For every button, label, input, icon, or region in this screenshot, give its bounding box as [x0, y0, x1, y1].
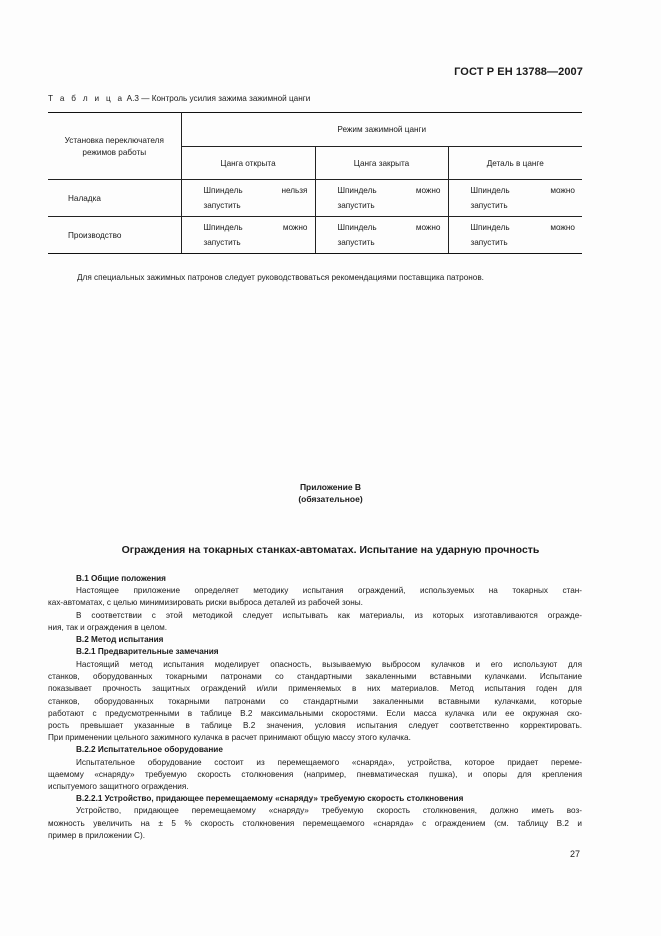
paragraph-line: можность увеличить на ± 5 % скорость столкновения перемещаемого «снаряда» с ограждением (см. таблицу В.2 и	[48, 819, 582, 828]
table-caption	[48, 94, 310, 103]
appendix-title: Приложение В	[299, 482, 362, 492]
header-collet-closed: Цанга закрыта	[315, 147, 448, 180]
header-mode-switch-line2: режимов работы	[82, 147, 147, 157]
paragraph-line: показывает прочность защитных ограждений и/или применяемых в них материалов. Метод испытания годен для	[48, 684, 582, 693]
clamp-control-table	[48, 112, 582, 254]
paragraph-line: станков, оборудованных токарными патронами со стандартными закаленными вставными кулачками, которые	[48, 697, 582, 706]
table-row	[48, 180, 582, 217]
paragraph-line: испытуемого защитного ограждения.	[48, 782, 189, 791]
row-label: Наладка	[48, 180, 181, 217]
header-mode-switch	[48, 113, 181, 180]
cell-closed: Шпиндель можно запустить	[315, 217, 448, 254]
paragraph-line: При применении цельного зажимного кулачка в расчет принимают общую массу этого кулачка.	[48, 733, 411, 742]
paragraph-line: Устройство, придающее перемещаемому «снаряду» требуемую скорость столкновения, должно иметь воз-	[76, 806, 582, 815]
header-collet-open: Цанга открыта	[181, 147, 315, 180]
standard-designation: ГОСТ Р ЕН 13788—2007	[454, 66, 583, 78]
chuck-note: Для специальных зажимных патронов следует руководствоваться рекомендациями поставщика патронов.	[77, 273, 484, 282]
paragraph-line: В соответствии с этой методикой следует испытывать как материалы, из которых изготавливаются огражде-	[76, 611, 582, 620]
paragraph-line: работают с предусмотренными в таблице В.2 максимальными скоростями. Если масса кулачка или ее окружная ско-	[48, 709, 582, 718]
header-part-in-collet: Деталь в цанге	[448, 147, 582, 180]
section-heading: В.1 Общие положения	[76, 574, 166, 583]
cell-part: Шпиндель можно запустить	[448, 180, 582, 217]
paragraph-line: Настоящий метод испытания моделирует опасность, вызываемую выбросом кулачков и его используют для	[76, 660, 582, 669]
paragraph-line: рость превышает указанные в таблице В.2 значения, условия испытания следует соответственно корректировать.	[48, 721, 582, 730]
cell-open: Шпиндель нельзя запустить	[181, 180, 315, 217]
page-number: 27	[569, 849, 580, 859]
appendix-status: (обязательное)	[298, 494, 363, 504]
paragraph-line: ках-автоматах, с целью минимизировать риски выброса деталей из рабочей зоны.	[48, 598, 363, 607]
header-collet-mode: Режим зажимной цанги	[181, 113, 582, 147]
table-caption-prefix: Т а б л и ц а	[48, 94, 125, 103]
appendix-heading: Ограждения на токарных станках-автоматах. Испытание на ударную прочность	[121, 544, 540, 556]
header-mode-switch-line1: Установка переключателя	[64, 135, 164, 145]
subsection-heading: В.2.1 Предварительные замечания	[76, 647, 219, 656]
paragraph-line: Испытательное оборудование состоит из перемещаемого «снаряда», устройства, которое придает переме-	[76, 758, 582, 767]
section-heading: В.2 Метод испытания	[76, 635, 164, 644]
subsection-heading: В.2.2 Испытательное оборудование	[76, 745, 223, 754]
paragraph-line: ния, так и ограждения в целом.	[48, 623, 168, 632]
table-caption-text: А.3 — Контроль усилия зажима зажимной цанги	[126, 94, 311, 103]
paragraph-line: Настоящее приложение определяет методику испытания ограждений, используемых на токарных стан-	[76, 586, 582, 595]
cell-closed: Шпиндель можно запустить	[315, 180, 448, 217]
subsection-heading: В.2.2.1 Устройство, придающее перемещаемому «снаряду» требуемую скорость столкновения	[76, 794, 464, 803]
cell-open: Шпиндель можно запустить	[181, 217, 315, 254]
cell-part: Шпиндель можно запустить	[448, 217, 582, 254]
paragraph-line: пример в приложении С).	[48, 831, 145, 840]
table-row	[48, 217, 582, 254]
paragraph-line: станков, оборудованных токарными патронами со стандартными закаленными вставными кулачками. Испытание	[48, 672, 582, 681]
paragraph-line: щаемому «снаряду» требуемую скорость столкновения (например, пневматическая пушка), и опоры для крепления	[48, 770, 582, 779]
row-label: Производство	[48, 217, 181, 254]
